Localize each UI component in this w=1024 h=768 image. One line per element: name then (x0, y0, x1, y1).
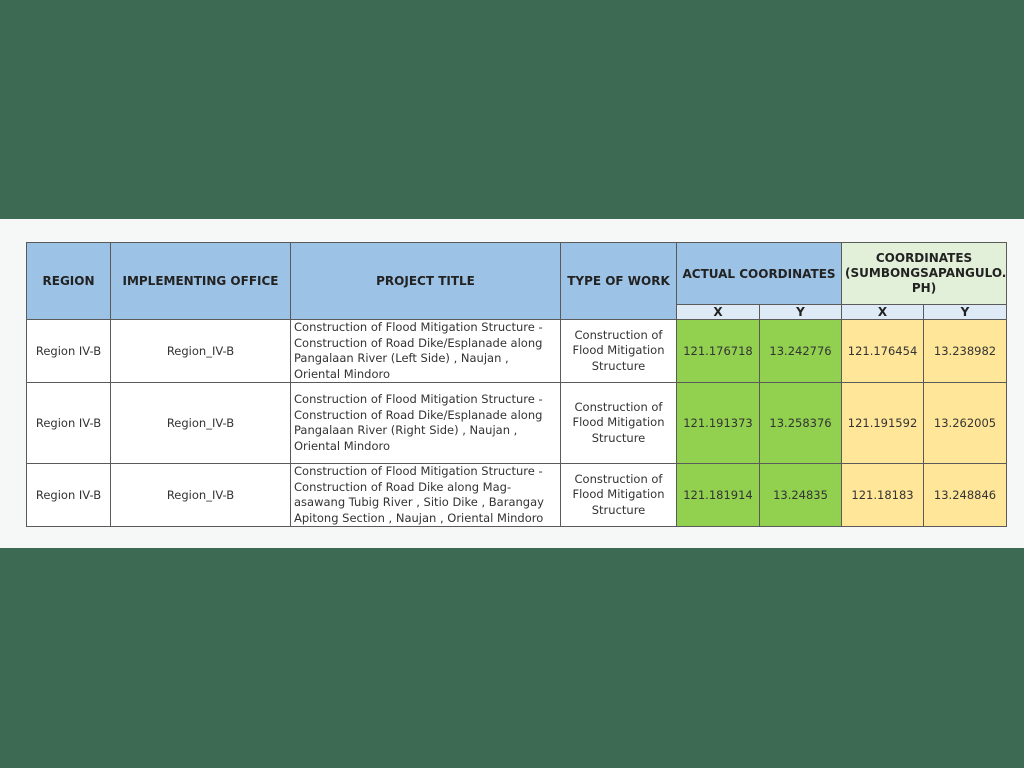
cell-implementing-office: Region_IV-B (111, 320, 291, 383)
cell-implementing-office: Region_IV-B (111, 383, 291, 464)
cell-actual-x: 121.181914 (677, 464, 760, 527)
header-actual-coordinates: ACTUAL COORDINATES (677, 243, 842, 305)
cell-actual-y: 13.242776 (760, 320, 842, 383)
header-type-of-work: TYPE OF WORK (561, 243, 677, 320)
cell-project-title: Construction of Flood Mitigation Structure - Construction of Road Dike along Mag-asawang Tubig River , Sitio Dike , Barangay Apitong Section , Naujan , Oriental Mindoro (291, 464, 561, 527)
table-row (27, 320, 1007, 383)
cell-actual-y: 13.24835 (760, 464, 842, 527)
cell-region: Region IV-B (27, 464, 111, 527)
cell-sumbong-x: 121.176454 (842, 320, 924, 383)
cell-sumbong-x: 121.18183 (842, 464, 924, 527)
cell-actual-y: 13.258376 (760, 383, 842, 464)
table-row (27, 464, 1007, 527)
header-region: REGION (27, 243, 111, 320)
cell-sumbong-y: 13.238982 (924, 320, 1007, 383)
header-project-title: PROJECT TITLE (291, 243, 561, 320)
cell-region: Region IV-B (27, 320, 111, 383)
cell-type-of-work: Construction of Flood Mitigation Structure (561, 320, 677, 383)
coordinates-table (26, 242, 1007, 527)
cell-implementing-office: Region_IV-B (111, 464, 291, 527)
cell-actual-x: 121.191373 (677, 383, 760, 464)
header-sumbong-y: Y (924, 305, 1007, 320)
cell-sumbong-y: 13.262005 (924, 383, 1007, 464)
cell-type-of-work: Construction of Flood Mitigation Structure (561, 464, 677, 527)
header-coordinates-sumbongsapangulo: COORDINATES (SUMBONGSAPANGULO. PH) (842, 243, 1007, 305)
cell-region: Region IV-B (27, 383, 111, 464)
header-sumbong-x: X (842, 305, 924, 320)
cell-actual-x: 121.176718 (677, 320, 760, 383)
cell-sumbong-y: 13.248846 (924, 464, 1007, 527)
cell-sumbong-x: 121.191592 (842, 383, 924, 464)
header-actual-x: X (677, 305, 760, 320)
cell-project-title: Construction of Flood Mitigation Structure - Construction of Road Dike/Esplanade along Pangalaan River (Left Side) , Naujan , Oriental Mindoro (291, 320, 561, 383)
header-actual-y: Y (760, 305, 842, 320)
cell-type-of-work: Construction of Flood Mitigation Structure (561, 383, 677, 464)
header-implementing-office: IMPLEMENTING OFFICE (111, 243, 291, 320)
cell-project-title: Construction of Flood Mitigation Structure - Construction of Road Dike/Esplanade along Pangalaan River (Right Side) , Naujan , Oriental Mindoro (291, 383, 561, 464)
table-row (27, 383, 1007, 464)
